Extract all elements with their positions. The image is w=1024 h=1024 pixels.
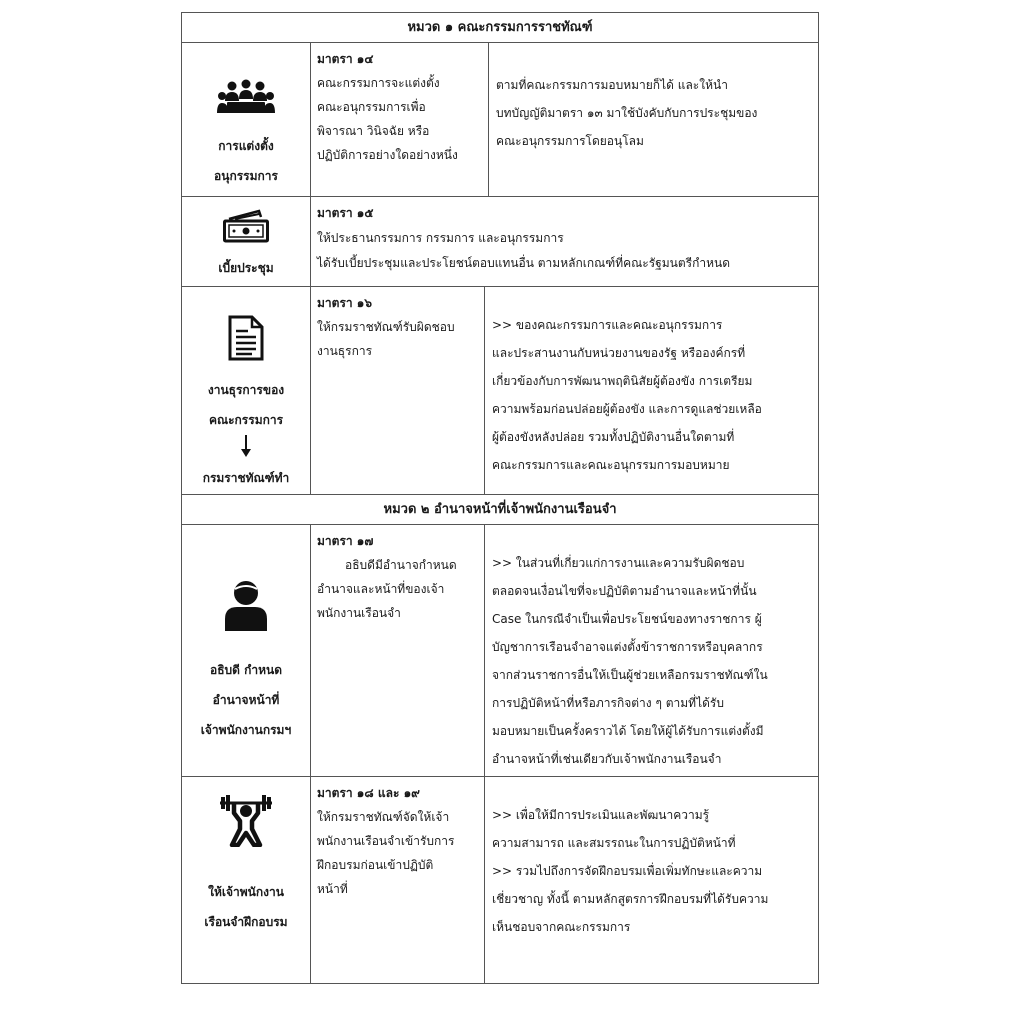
row-section-15 bbox=[182, 197, 818, 287]
row-17-mid-line: อำนาจและหน้าที่ของเจ้า bbox=[317, 582, 445, 596]
section-17-heading: มาตรา ๑๗ bbox=[317, 534, 374, 548]
row-section-14 bbox=[182, 43, 818, 197]
arrow-down-icon bbox=[241, 435, 251, 457]
row-18-right-line: >> รวมไปถึงการจัดฝึกอบรมเพื่อเพิ่มทักษะและความ bbox=[492, 864, 763, 878]
document-icon bbox=[228, 315, 264, 361]
row-14-label-line2: อนุกรรมการ bbox=[214, 169, 278, 183]
row-18-right-line: ความสามารถ และสมรรถนะในการปฏิบัติหน้าที่ bbox=[492, 836, 736, 850]
row-18-mid-line: หน้าที่ bbox=[317, 882, 348, 896]
row-18-mid-line: ฝึกอบรมก่อนเข้าปฏิบัติ bbox=[317, 858, 434, 872]
row-section-16 bbox=[182, 287, 818, 495]
row-14-right-line: คณะอนุกรรมการโดยอนุโลม bbox=[496, 134, 644, 148]
row-15-label: เบี้ยประชุม bbox=[218, 261, 274, 275]
row-16-right-line: คณะกรรมการและคณะอนุกรรมการมอบหมาย bbox=[492, 458, 730, 472]
row-section-18-19 bbox=[182, 777, 818, 983]
row-15-line: ให้ประธานกรรมการ กรรมการ และอนุกรรมการ bbox=[317, 231, 564, 245]
row-17-mid-line: พนักงานเรือนจำ bbox=[317, 606, 401, 620]
row-17-icon-cell bbox=[182, 525, 311, 776]
section-18-19-heading: มาตรา ๑๘ และ ๑๙ bbox=[317, 786, 420, 800]
row-18-right-line: เห็นชอบจากคณะกรรมการ bbox=[492, 920, 631, 934]
row-16-right-line: และประสานงานกับหน่วยงานของรัฐ หรือองค์กรที่ bbox=[492, 346, 746, 360]
row-15-line: ได้รับเบี้ยประชุมและประโยชน์ตอบแทนอื่น ตามหลักเกณฑ์ที่คณะรัฐมนตรีกำหนด bbox=[317, 256, 731, 270]
group-meeting-icon bbox=[217, 79, 275, 115]
row-18-label-line2: เรือนจำฝึกอบรม bbox=[204, 915, 288, 929]
row-17-label-line2: อำนาจหน้าที่ bbox=[212, 693, 280, 707]
row-17-mid-line: อธิบดีมีอำนาจกำหนด bbox=[345, 558, 457, 572]
row-14-label-line1: การแต่งตั้ง bbox=[218, 139, 274, 153]
document-table bbox=[181, 12, 819, 984]
row-14-mid-cell bbox=[311, 43, 489, 196]
row-14-mid-line: คณะกรรมการจะแต่งตั้ง bbox=[317, 76, 440, 90]
weightlifting-icon bbox=[218, 795, 274, 847]
section-14-heading: มาตรา ๑๔ bbox=[317, 52, 374, 66]
row-14-mid-line: พิจารณา วินิจฉัย หรือ bbox=[317, 124, 430, 138]
row-16-right-line: เกี่ยวข้องกับการพัฒนาพฤตินิสัยผู้ต้องขัง การเตรียม bbox=[492, 374, 753, 388]
row-17-right-line: มอบหมายเป็นครั้งคราวได้ โดยให้ผู้ได้รับการแต่งตั้งมี bbox=[492, 724, 764, 738]
row-17-right-line: >> ในส่วนที่เกี่ยวแก่การงานและความรับผิดชอบ bbox=[492, 556, 745, 570]
row-18-icon-cell bbox=[182, 777, 311, 983]
chapter-2-title: หมวด ๒ อำนาจหน้าที่เจ้าพนักงานเรือนจำ bbox=[383, 502, 617, 517]
row-16-mid-line: งานธุรการ bbox=[317, 344, 373, 358]
row-17-label-line3: เจ้าพนักงานกรมฯ bbox=[200, 723, 292, 737]
row-17-right-line: การปฏิบัติหน้าที่หรือภารกิจต่าง ๆ ตามที่ได้รับ bbox=[492, 696, 724, 710]
row-16-mid-cell bbox=[311, 287, 485, 494]
row-16-label-line3: กรมราชทัณฑ์ทำ bbox=[202, 471, 290, 485]
row-18-mid-cell bbox=[311, 777, 485, 983]
row-17-right-line: จากส่วนราชการอื่นให้เป็นผู้ช่วยเหลือกรมราชทัณฑ์ใน bbox=[492, 668, 768, 682]
row-16-label-line2: คณะกรรมการ bbox=[208, 413, 284, 427]
row-18-right-line: เชี่ยวชาญ ทั้งนี้ ตามหลักสูตรการฝึกอบรมที่ได้รับความ bbox=[492, 892, 769, 906]
row-section-17 bbox=[182, 525, 818, 777]
row-18-right-line: >> เพื่อให้มีการประเมินและพัฒนาความรู้ bbox=[492, 808, 710, 822]
row-17-right-line: อำนาจหน้าที่เช่นเดียวกับเจ้าพนักงานเรือนจำ bbox=[492, 752, 722, 766]
row-14-icon-cell bbox=[182, 43, 311, 196]
row-16-right-cell bbox=[485, 287, 818, 494]
cash-money-icon bbox=[223, 209, 269, 243]
row-15-text-cell bbox=[311, 197, 818, 286]
row-14-mid-line: ปฏิบัติการอย่างใดอย่างหนึ่ง bbox=[317, 148, 458, 162]
chapter-2-header bbox=[182, 495, 818, 525]
row-17-right-line: บัญชาการเรือนจำอาจแต่งตั้งข้าราชการหรือบุคลากร bbox=[492, 640, 763, 654]
row-18-mid-line: ให้กรมราชทัณฑ์จัดให้เจ้า bbox=[317, 810, 450, 824]
row-14-right-line: บทบัญญัติมาตรา ๑๓ มาใช้บังคับกับการประชุมของ bbox=[496, 106, 758, 120]
row-16-label-line1: งานธุรการของ bbox=[207, 383, 285, 397]
row-14-right-line: ตามที่คณะกรรมการมอบหมายก็ได้ และให้นำ bbox=[496, 78, 728, 92]
chapter-1-title: หมวด ๑ คณะกรรมการราชทัณฑ์ bbox=[407, 20, 593, 35]
row-14-right-cell bbox=[489, 43, 818, 196]
row-16-icon-cell bbox=[182, 287, 311, 494]
row-18-right-cell bbox=[485, 777, 818, 983]
row-17-right-cell bbox=[485, 525, 818, 776]
row-18-mid-line: พนักงานเรือนจำเข้ารับการ bbox=[317, 834, 455, 848]
row-16-right-line: ผู้ต้องขังหลังปล่อย รวมทั้งปฏิบัติงานอื่นใดตามที่ bbox=[492, 430, 735, 444]
chapter-1-header bbox=[182, 13, 818, 43]
section-15-heading: มาตรา ๑๕ bbox=[317, 206, 374, 220]
section-16-heading: มาตรา ๑๖ bbox=[317, 296, 373, 310]
row-17-mid-cell bbox=[311, 525, 485, 776]
row-18-label-line1: ให้เจ้าพนักงาน bbox=[208, 885, 284, 899]
row-15-icon-cell bbox=[182, 197, 311, 286]
row-16-right-line: ความพร้อมก่อนปล่อยผู้ต้องขัง และการดูแลช่วยเหลือ bbox=[492, 402, 762, 416]
person-icon bbox=[223, 579, 269, 631]
row-16-mid-line: ให้กรมราชทัณฑ์รับผิดชอบ bbox=[317, 320, 455, 334]
row-14-mid-line: คณะอนุกรรมการเพื่อ bbox=[317, 100, 426, 114]
row-17-right-line: ตลอดจนเงื่อนไขที่จะปฏิบัติตามอำนาจและหน้าที่นั้น bbox=[492, 584, 757, 598]
row-16-right-line: >> ของคณะกรรมการและคณะอนุกรรมการ bbox=[492, 318, 723, 332]
row-17-right-line: Case ในกรณีจำเป็นเพื่อประโยชน์ของทางราชการ ผู้ bbox=[492, 612, 762, 626]
row-17-label-line1: อธิบดี กำหนด bbox=[209, 663, 283, 677]
